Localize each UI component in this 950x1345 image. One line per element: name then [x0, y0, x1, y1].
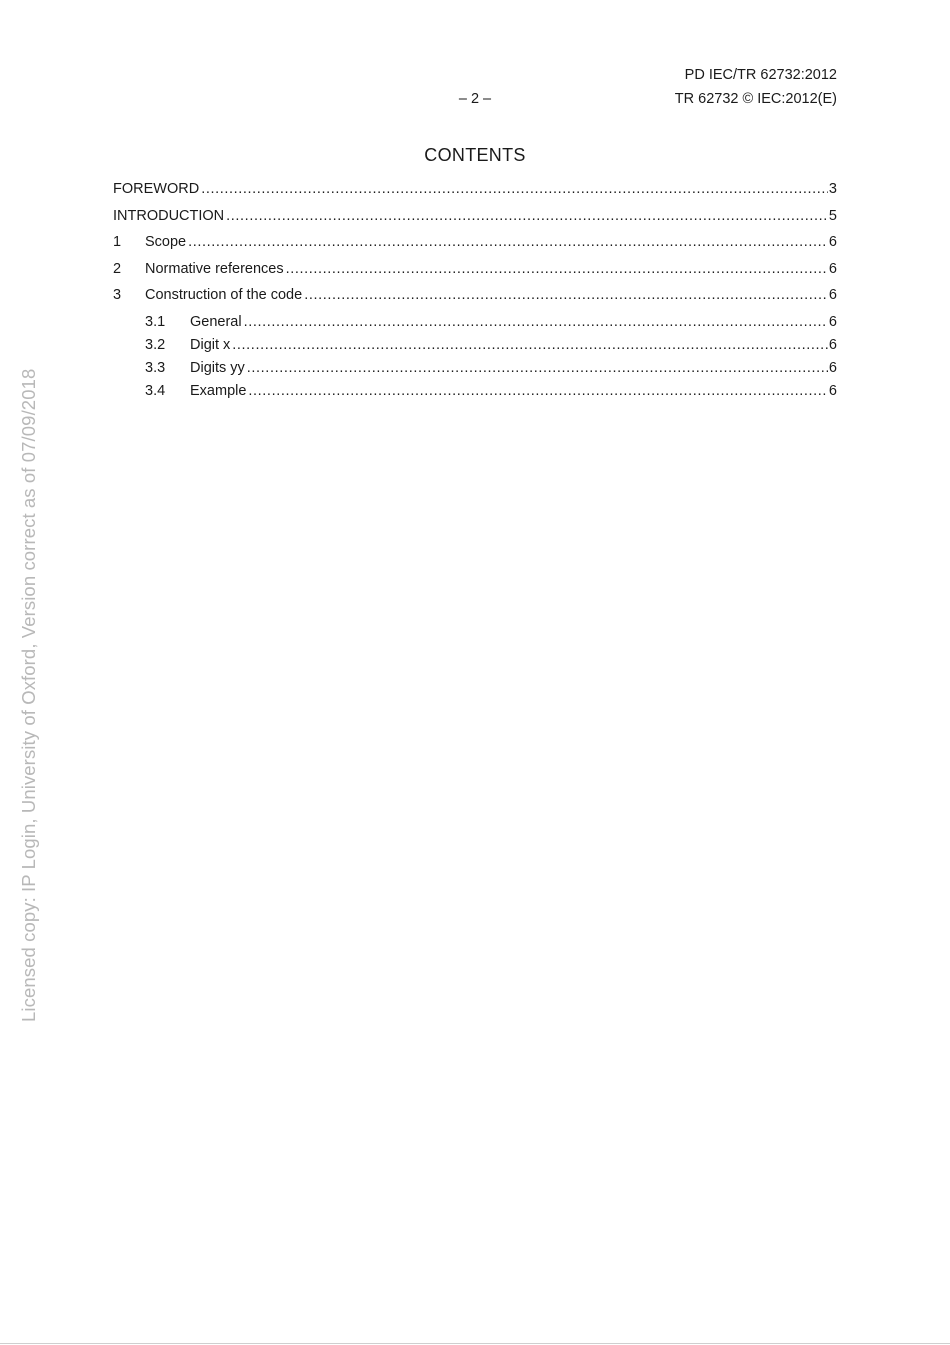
toc-dot-leader [286, 261, 828, 278]
toc-dot-leader [188, 234, 828, 251]
toc-entry-normative-references[interactable] [113, 261, 837, 278]
toc-entry-number: 3.4 [145, 382, 166, 399]
toc-entry-number: 3.1 [145, 313, 166, 330]
toc-entry-label: INTRODUCTION [113, 207, 225, 224]
toc-entry-page: 6 [828, 260, 837, 277]
toc-entry-page: 5 [828, 207, 837, 224]
toc-entry-introduction[interactable] [113, 208, 837, 225]
toc-entry-number: 1 [113, 234, 122, 250]
toc-entry-digit-x[interactable] [113, 337, 837, 354]
toc-entry-foreword[interactable] [113, 181, 837, 198]
toc-entry-label: General [190, 313, 242, 330]
toc-entry-page: 3 [828, 181, 837, 197]
license-watermark: Licensed copy: IP Login, University of Oxford, Version correct as of 07/09/2018 [18, 368, 39, 1022]
toc-entry-page: 6 [828, 287, 837, 303]
toc-entry-number: 3 [113, 287, 122, 303]
toc-entry-example[interactable] [113, 383, 837, 400]
toc-entry-number: 2 [113, 260, 122, 277]
toc-entry-construction-of-the-code[interactable] [113, 287, 837, 304]
toc-entry-digits-yy[interactable] [113, 360, 837, 377]
toc-entry-label: Scope [145, 234, 187, 250]
toc-entry-scope[interactable] [113, 234, 837, 251]
toc-entry-label: Digit x [190, 336, 231, 353]
toc-entry-label: Construction of the code [145, 287, 303, 303]
toc-entry-page: 6 [828, 313, 837, 330]
toc-entry-page: 6 [828, 234, 837, 250]
page-number: – 2 – [458, 91, 492, 107]
toc-entry-label: Example [190, 382, 247, 399]
document-id: PD IEC/TR 62732:2012 [684, 67, 837, 83]
toc-dot-leader [244, 314, 828, 331]
toc-dot-leader [201, 181, 828, 198]
toc-entry-page: 6 [828, 382, 837, 399]
toc-entry-label: FOREWORD [113, 181, 200, 197]
toc-entry-label: Normative references [145, 260, 284, 277]
toc-entry-number: 3.2 [145, 336, 166, 353]
toc-entry-page: 6 [828, 336, 837, 353]
contents-heading: CONTENTS [424, 145, 526, 165]
toc-dot-leader [248, 383, 828, 400]
toc-entry-number: 3.3 [145, 359, 166, 376]
toc-dot-leader [232, 337, 828, 354]
document-reference: TR 62732 © IEC:2012(E) [674, 91, 837, 107]
toc-dot-leader [226, 208, 828, 225]
toc-entry-general[interactable] [113, 314, 837, 331]
table-of-contents [113, 181, 837, 406]
toc-entry-label: Digits yy [190, 359, 245, 376]
toc-dot-leader [304, 287, 828, 304]
toc-entry-page: 6 [828, 359, 837, 376]
toc-dot-leader [247, 360, 828, 377]
